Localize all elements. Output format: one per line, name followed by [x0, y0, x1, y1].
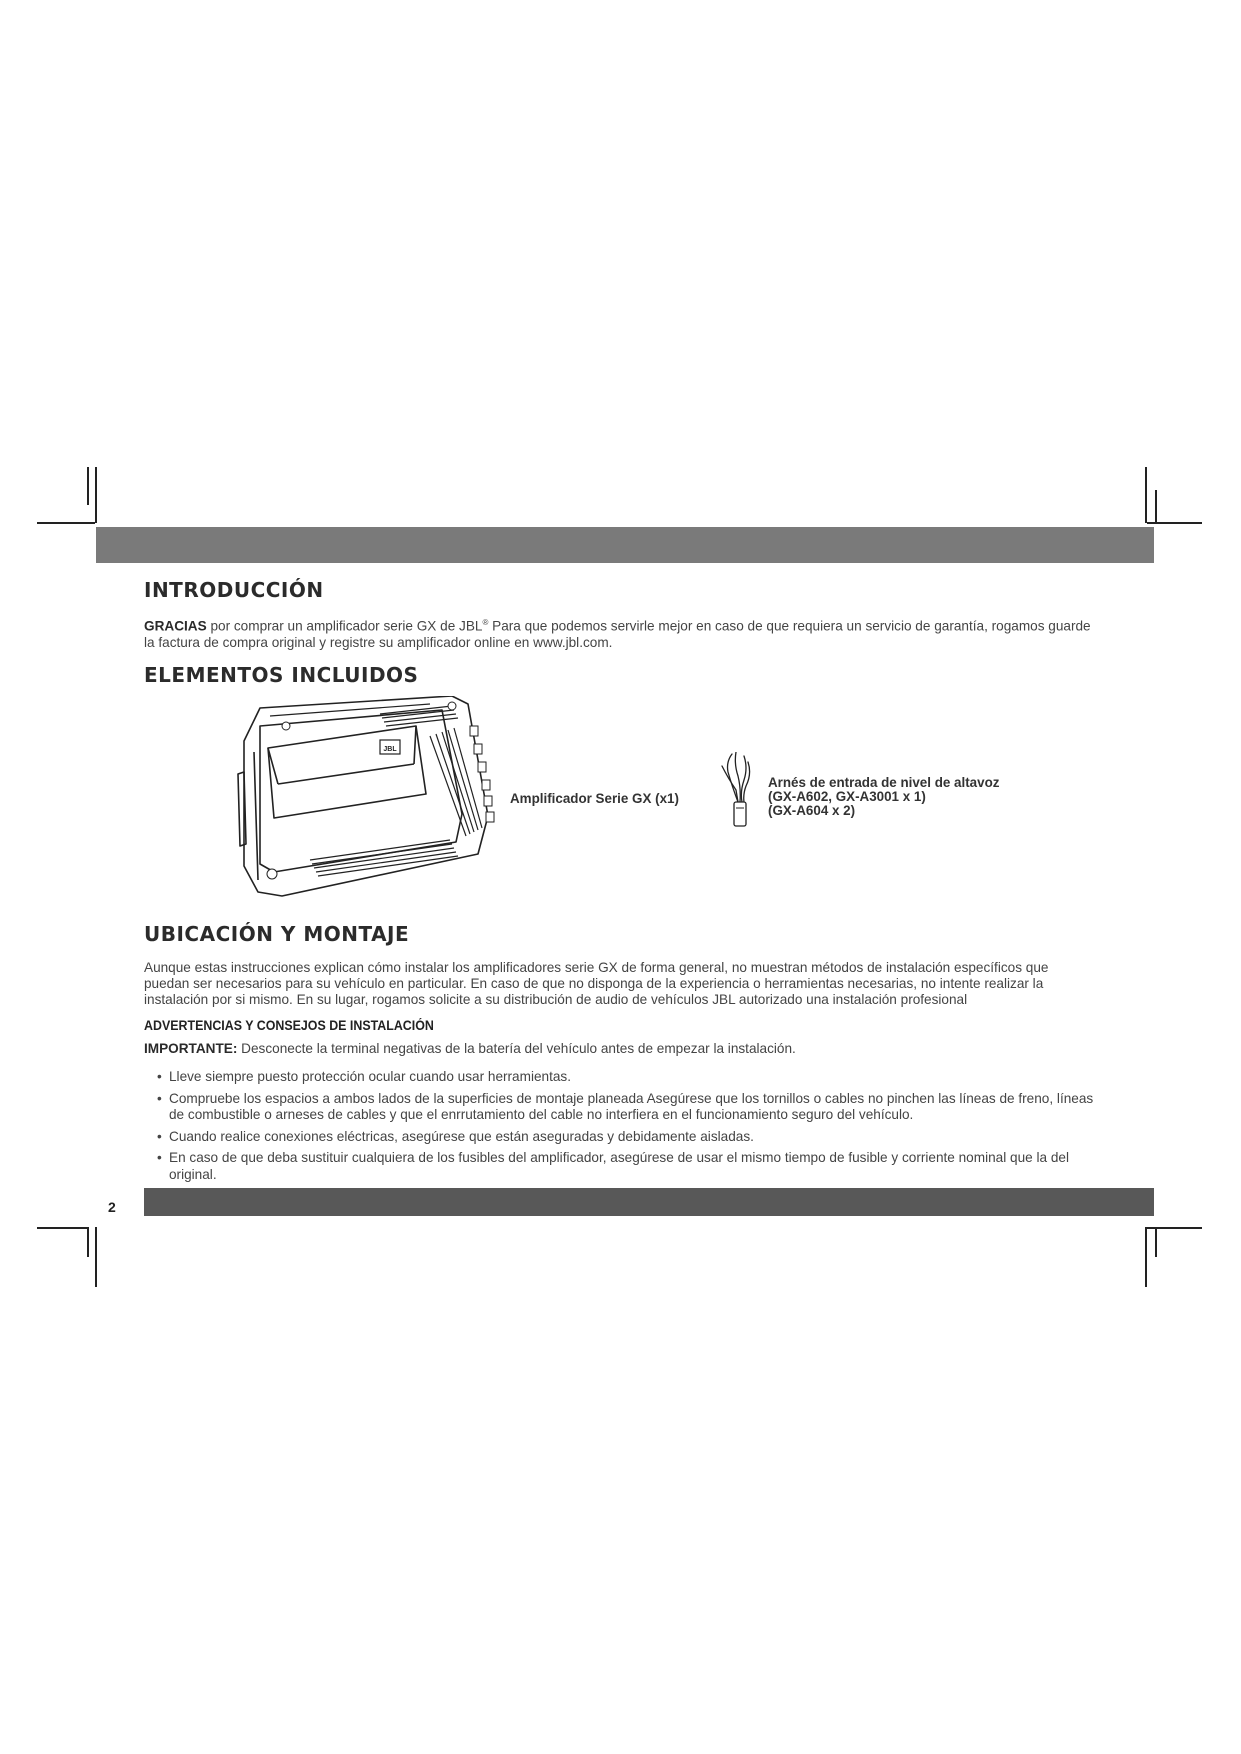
- bullet-text: Cuando realice conexiones eléctricas, asegúrese que están aseguradas y debidamente aisladas.: [169, 1128, 754, 1144]
- mounting-paragraph: Aunque estas instrucciones explican cómo instalar los amplificadores serie GX de forma general, no muestran métodos de instalación específicos que puedan ser necesarios para su vehículo en particular. En caso de que no disponga de la experiencia o herramientas necesarias, no intente realizar la instalación por si mismo. En su lugar, rogamos solicite a su distribución de audio de vehículos JBL autorizado una instalación profesional: [144, 960, 1049, 1007]
- list-item: [157, 1129, 1097, 1146]
- bullet-text: En caso de que deba sustituir cualquiera de los fusibles del amplificador, asegúrese de usar el mismo tiempo de fusible y corriente nominal que la del original.: [169, 1150, 1069, 1182]
- intro-lead: GRACIAS: [144, 618, 207, 634]
- bullet-text: Compruebe los espacios a ambos lados de la superficies de montaje planeada Asegúrese que los tornillos o cables no pinchen las líneas de freno, líneas de combustible o arneses de cables y que el enrrutamiento del cable no interfiera en el funcionamiento seguro del vehículo.: [169, 1090, 1094, 1123]
- warnings-list: [157, 1069, 1097, 1189]
- crop-mark-bottom-left-h: [37, 1227, 87, 1229]
- list-item: [157, 1150, 1097, 1183]
- amp-logo-text: JBL: [383, 746, 397, 753]
- crop-mark-top-left-v: [95, 467, 97, 523]
- amplifier-caption: Amplificador Serie GX (x1): [510, 791, 679, 806]
- bullet-marker: •: [157, 1069, 162, 1084]
- list-item: [157, 1069, 1097, 1086]
- crop-mark-bottom-left-v2: [95, 1227, 97, 1287]
- crop-mark-top-left-h: [37, 522, 95, 524]
- important-text: Desconecte la terminal negativas de la batería del vehículo antes de empezar la instalación.: [237, 1041, 796, 1056]
- harness-caption: [768, 776, 999, 818]
- page-number: 2: [108, 1199, 116, 1215]
- bullet-marker: •: [157, 1150, 162, 1166]
- header-band: [96, 527, 1154, 563]
- important-note: [144, 1041, 1104, 1057]
- crop-mark-bottom-right-v2: [1155, 1227, 1157, 1257]
- harness-caption-line-3: (GX-A604 x 2): [768, 803, 856, 818]
- crop-mark-top-right-v2: [1155, 490, 1157, 523]
- crop-mark-bottom-right-v: [1145, 1227, 1147, 1287]
- registered-mark: ®: [482, 618, 489, 627]
- amplifier-illustration: [230, 696, 514, 900]
- harness-illustration: [718, 752, 756, 832]
- mounting-heading: UBICACIÓN Y MONTAJE: [144, 922, 410, 946]
- bullet-text: Lleve siempre puesto protección ocular cuando usar herramientas.: [169, 1069, 571, 1084]
- bullet-marker: •: [157, 1090, 162, 1106]
- included-heading: ELEMENTOS INCLUIDOS: [144, 663, 419, 687]
- crop-mark-top-right-v: [1145, 467, 1147, 523]
- harness-caption-line-1: Arnés de entrada de nivel de altavoz: [768, 775, 1000, 790]
- important-label: IMPORTANTE:: [144, 1041, 238, 1056]
- list-item: [157, 1091, 1097, 1124]
- crop-mark-bottom-left-v: [87, 1227, 89, 1257]
- intro-heading: INTRODUCCIÓN: [144, 578, 324, 602]
- harness-caption-line-2: (GX-A602, GX-A3001 x 1): [768, 789, 926, 804]
- bullet-marker: •: [157, 1128, 162, 1144]
- intro-paragraph: [144, 615, 1104, 651]
- warnings-heading: ADVERTENCIAS Y CONSEJOS DE INSTALACIÓN: [144, 1018, 434, 1033]
- intro-text-a: por comprar un amplificador serie GX de JBL: [206, 618, 483, 634]
- footer-band: [144, 1188, 1154, 1216]
- crop-mark-top-left-h2: [87, 467, 89, 505]
- intro-text-b: Para que podemos servirle mejor en caso de que requiera un servicio de garantía, rogamos guarde la factura de compra original y registre su amplificador online en www.jbl.com.: [144, 618, 1091, 650]
